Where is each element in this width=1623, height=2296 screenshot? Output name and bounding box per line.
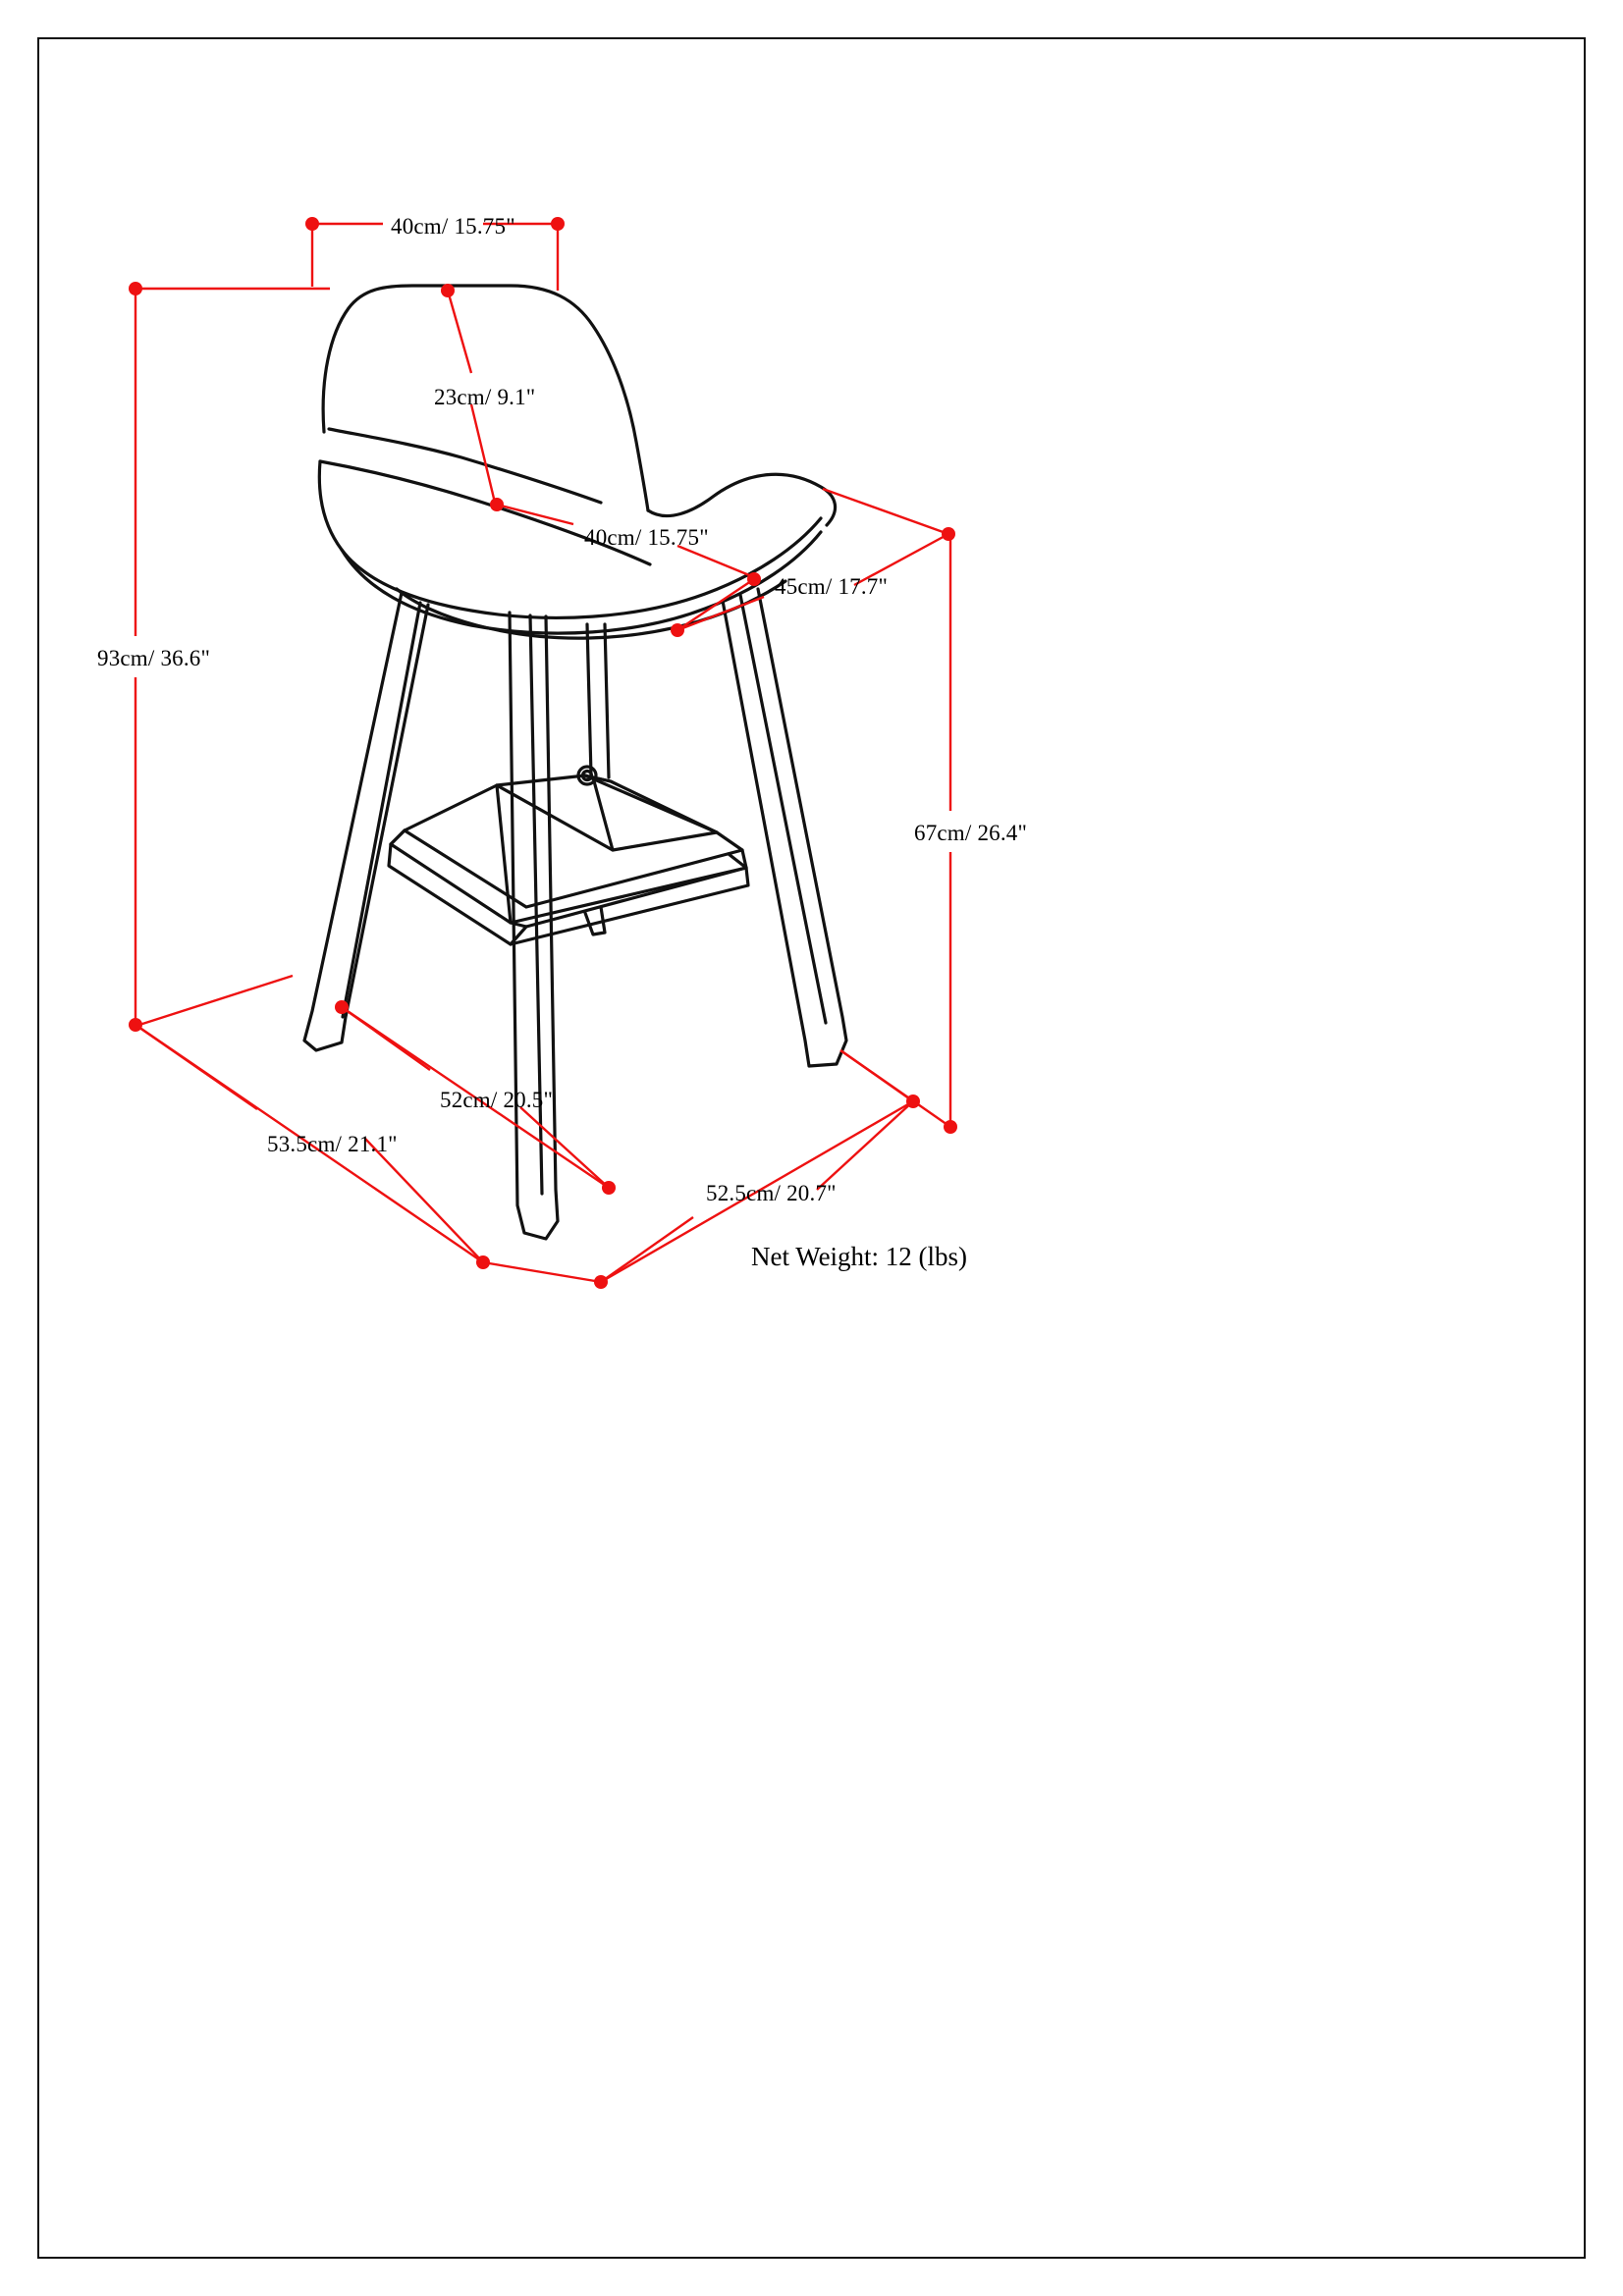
stool-outline xyxy=(304,286,846,1239)
net-weight-label: Net Weight: 12 (lbs) xyxy=(751,1242,968,1271)
dimension-label-overall-height: 93cm/ 36.6" xyxy=(97,646,211,670)
dimension-label-seat-back-width: 40cm/ 15.75" xyxy=(391,214,515,239)
dimension-label-base-diagonal: 53.5cm/ 21.1" xyxy=(267,1132,398,1156)
dimension-label-back-height: 23cm/ 9.1" xyxy=(434,385,536,409)
dimension-label-base-width: 52.5cm/ 20.7" xyxy=(706,1181,837,1205)
dimension-lines xyxy=(135,224,950,1282)
dimension-label-seat-height: 67cm/ 26.4" xyxy=(914,821,1028,845)
dimension-label-seat-depth: 45cm/ 17.7" xyxy=(775,574,889,599)
dimension-label-seat-width: 40cm/ 15.75" xyxy=(584,525,709,550)
dimension-label-base-depth: 52cm/ 20.5" xyxy=(440,1088,554,1112)
